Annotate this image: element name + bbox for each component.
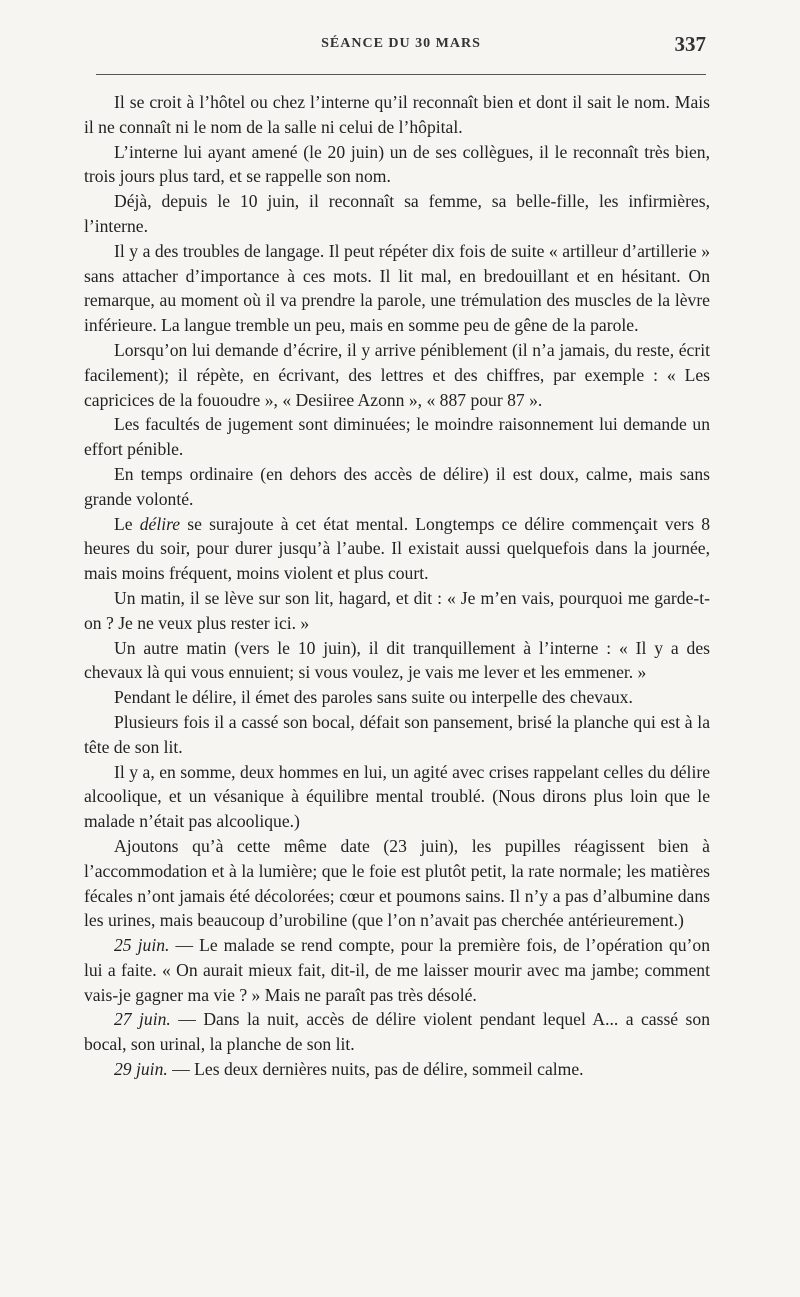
paragraph: Un matin, il se lève sur son lit, hagard, et dit : « Je m’en vais, pourquoi me garde-t-on ? Je ne veux plus rester ici. »	[84, 587, 710, 633]
dated-entry	[84, 1057, 710, 1082]
paragraph: Il y a des troubles de langage. Il peut répéter dix fois de suite « artilleur d’artillerie » sans attacher d’importance à ces mots. Il lit mal, en bredouillant et en hésitant. On remarque, au moment où il va prendre la parole, une trémulation des muscles de la lèvre inférieure. La langue tremble un peu, mais en somme peu de gêne de la parole.	[84, 240, 710, 336]
entry-date: 25 juin.	[114, 935, 170, 956]
entry-date: 27 juin.	[114, 1009, 171, 1030]
italic-term: délire	[139, 513, 181, 534]
text-run: se surajoute à cet état mental. Longtemps ce délire commençait vers 8 heures du soir, pour durer jusqu’à l’aube. Il existait aussi quelquefois dans la journée, mais moins fréquent, moins violent et plus court.	[84, 513, 710, 584]
running-title: SÉANCE DU 30 MARS	[321, 36, 481, 51]
running-header	[96, 32, 706, 64]
entry-text: — Les deux dernières nuits, pas de délire, sommeil calme.	[167, 1059, 584, 1080]
paragraph: Déjà, depuis le 10 juin, il reconnaît sa femme, sa belle-fille, les infirmières, l’interne.	[84, 191, 710, 236]
paragraph: Ajoutons qu’à cette même date (23 juin), les pupilles réagissent bien à l’accommodation et à la lumière; que le foie est plutôt petit, la rate normale; les matières fécales n’ont jamais été décolorées; cœur et poumons sains. Il n’y a pas d’albumine dans les urines, mais beaucoup d’urobiline (que l’on n’avait pas cherchée antérieurement.)	[84, 835, 710, 931]
paragraph: Les facultés de jugement sont diminuées; le moindre raisonnement lui demande un effort pénible.	[84, 414, 710, 460]
entry-date: 29 juin.	[114, 1059, 168, 1080]
paragraph: En temps ordinaire (en dehors des accès de délire) il est doux, calme, mais sans grande volonté.	[84, 463, 710, 509]
entry-text: — Le malade se rend compte, pour la première fois, de l’opération qu’on lui a faite. « On aurait mieux fait, dit-il, de me laisser mourir avec ma jambe; comment vais-je gagner ma vie ? » Mais ne paraît pas très désolé.	[84, 935, 710, 1005]
body-text	[84, 90, 710, 1082]
text-run: Le	[114, 513, 140, 534]
dated-entry	[84, 933, 710, 1007]
paragraph: Lorsqu’on lui demande d’écrire, il y arrive péniblement (il n’a jamais, du reste, écrit facilement); il répète, en écrivant, des lettres et des chiffres, par exemple : « Les capricices de la fououdre », « Desiiree Azonn », « 887 pour 87 ».	[84, 339, 710, 410]
entry-text: — Dans la nuit, accès de délire violent pendant lequel A... a cassé son bocal, son urinal, la planche de son lit.	[84, 1009, 710, 1055]
paragraph: Il se croit à l’hôtel ou chez l’interne qu’il reconnaît bien et dont il sait le nom. Mais il ne connaît ni le nom de la salle ni celui de l’hôpital.	[84, 92, 710, 137]
dated-entry	[84, 1007, 710, 1057]
paragraph: L’interne lui ayant amené (le 20 juin) un de ses collègues, il le reconnaît très bien, trois jours plus tard, et se rappelle son nom.	[84, 141, 710, 187]
paragraph: Pendant le délire, il émet des paroles sans suite ou interpelle des chevaux.	[114, 687, 633, 708]
page-number: 337	[674, 32, 706, 56]
paragraph: Plusieurs fois il a cassé son bocal, défait son pansement, brisé la planche qui est à la tête de son lit.	[84, 711, 710, 757]
header-rule	[96, 74, 706, 75]
paragraph: Un autre matin (vers le 10 juin), il dit tranquillement à l’interne : « Il y a des chevaux là qui vous ennuient; si vous voulez, je vais me lever et les emmener. »	[84, 637, 710, 683]
paragraph-delire	[84, 512, 710, 586]
paragraph: Il y a, en somme, deux hommes en lui, un agité avec crises rappelant celles du délire alcoolique, et un vésanique à équilibre mental troublé. (Nous dirons plus loin que le malade n’était pas alcoolique.)	[84, 761, 710, 832]
